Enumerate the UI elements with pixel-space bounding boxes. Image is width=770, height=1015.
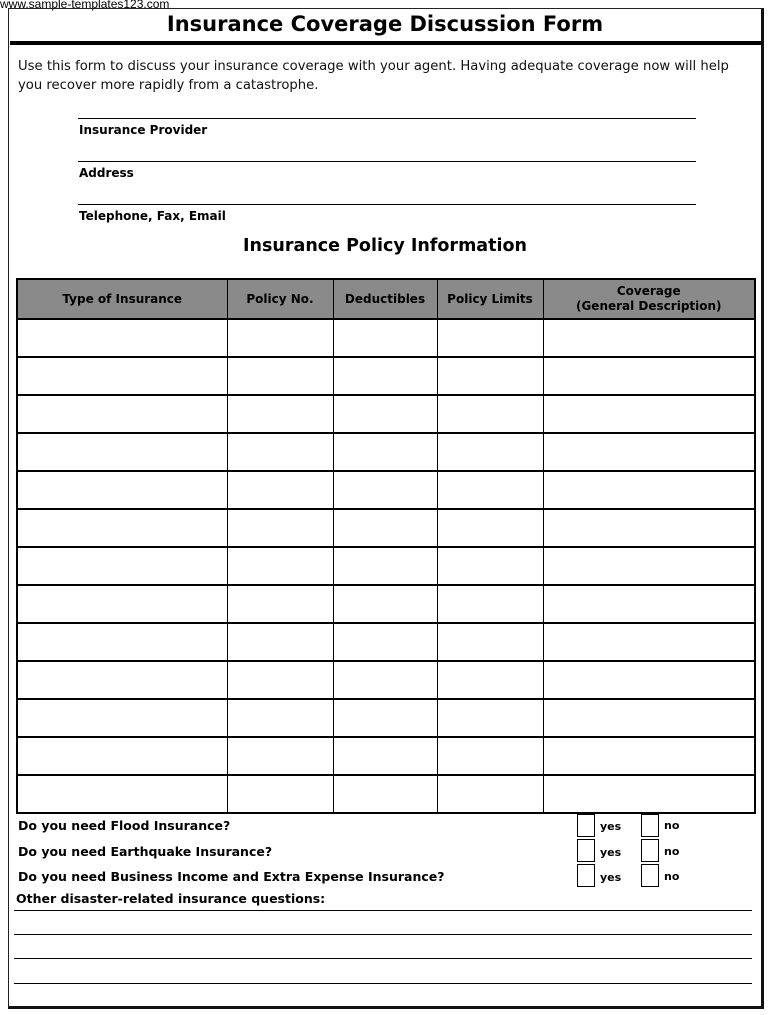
coverage-cell[interactable]	[543, 509, 755, 547]
type-cell[interactable]	[17, 471, 227, 509]
coverage-cell[interactable]	[543, 661, 755, 699]
policy-no-cell[interactable]	[227, 699, 333, 737]
deductibles-cell[interactable]	[333, 661, 437, 699]
intro-text: Use this form to discuss your insurance coverage with your agent. Having adequate coverage now will help you recover more rapidly from a catastrophe.	[18, 59, 729, 93]
earthquake-yes-checkbox[interactable]	[577, 839, 595, 862]
flood-no-label: no	[664, 819, 680, 832]
business-no-label: no	[664, 870, 680, 883]
earthquake-no-checkbox[interactable]	[641, 839, 659, 862]
policy-no-cell[interactable]	[227, 585, 333, 623]
policy-no-cell[interactable]	[227, 737, 333, 775]
coverage-cell[interactable]	[543, 471, 755, 509]
type-cell[interactable]	[17, 395, 227, 433]
type-cell[interactable]	[17, 357, 227, 395]
business-yes-label: yes	[600, 871, 622, 884]
limits-cell[interactable]	[437, 509, 543, 547]
answer-line[interactable]	[14, 934, 752, 935]
type-cell[interactable]	[17, 661, 227, 699]
business-yes-checkbox[interactable]	[577, 864, 595, 887]
coverage-cell[interactable]	[543, 547, 755, 585]
contact-label: Telephone, Fax, Email	[79, 209, 226, 223]
deductibles-cell[interactable]	[333, 699, 437, 737]
policy-no-cell[interactable]	[227, 433, 333, 471]
other-questions-label: Other disaster-related insurance questions:	[16, 891, 326, 906]
table-row	[17, 699, 755, 737]
watermark-url: www.sample-templates123.com	[0, 0, 170, 11]
policy-table	[16, 278, 756, 814]
limits-cell[interactable]	[437, 319, 543, 357]
deductibles-cell[interactable]	[333, 623, 437, 661]
limits-cell[interactable]	[437, 357, 543, 395]
flood-question: Do you need Flood Insurance?	[18, 818, 231, 833]
table-row	[17, 585, 755, 623]
table-row	[17, 775, 755, 813]
table-row	[17, 319, 755, 357]
coverage-cell[interactable]	[543, 699, 755, 737]
type-cell[interactable]	[17, 509, 227, 547]
coverage-cell[interactable]	[543, 775, 755, 813]
limits-cell[interactable]	[437, 775, 543, 813]
header-policy-limits: Policy Limits	[437, 279, 543, 319]
policy-no-cell[interactable]	[227, 395, 333, 433]
address-label: Address	[79, 166, 134, 180]
policy-no-cell[interactable]	[227, 623, 333, 661]
policy-no-cell[interactable]	[227, 661, 333, 699]
deductibles-cell[interactable]	[333, 585, 437, 623]
business-income-question: Do you need Business Income and Extra Expense Insurance?	[18, 869, 445, 884]
coverage-cell[interactable]	[543, 585, 755, 623]
deductibles-cell[interactable]	[333, 737, 437, 775]
answer-line[interactable]	[14, 910, 752, 911]
table-row	[17, 623, 755, 661]
deductibles-cell[interactable]	[333, 547, 437, 585]
coverage-cell[interactable]	[543, 357, 755, 395]
business-no-checkbox[interactable]	[641, 864, 659, 887]
table-row	[17, 737, 755, 775]
limits-cell[interactable]	[437, 547, 543, 585]
type-cell[interactable]	[17, 699, 227, 737]
type-cell[interactable]	[17, 737, 227, 775]
limits-cell[interactable]	[437, 699, 543, 737]
type-cell[interactable]	[17, 585, 227, 623]
header-deductibles: Deductibles	[333, 279, 437, 319]
limits-cell[interactable]	[437, 585, 543, 623]
coverage-cell[interactable]	[543, 737, 755, 775]
table-row	[17, 357, 755, 395]
deductibles-cell[interactable]	[333, 319, 437, 357]
header-policy-no: Policy No.	[227, 279, 333, 319]
table-row	[17, 433, 755, 471]
policy-table-body	[17, 319, 755, 813]
address-input-line[interactable]	[78, 161, 696, 162]
answer-line[interactable]	[14, 958, 752, 959]
deductibles-cell[interactable]	[333, 471, 437, 509]
contact-input-line[interactable]	[78, 204, 696, 205]
header-type-of-insurance: Type of Insurance	[17, 279, 227, 319]
policy-no-cell[interactable]	[227, 775, 333, 813]
type-cell[interactable]	[17, 775, 227, 813]
coverage-cell[interactable]	[543, 433, 755, 471]
policy-no-cell[interactable]	[227, 357, 333, 395]
policy-no-cell[interactable]	[227, 471, 333, 509]
header-coverage-line2: (General Description)	[575, 299, 722, 313]
coverage-cell[interactable]	[543, 623, 755, 661]
limits-cell[interactable]	[437, 395, 543, 433]
deductibles-cell[interactable]	[333, 395, 437, 433]
table-row	[17, 395, 755, 433]
deductibles-cell[interactable]	[333, 509, 437, 547]
deductibles-cell[interactable]	[333, 775, 437, 813]
coverage-cell[interactable]	[543, 319, 755, 357]
type-cell[interactable]	[17, 547, 227, 585]
earthquake-yes-label: yes	[600, 846, 622, 859]
flood-no-checkbox[interactable]	[641, 814, 659, 837]
limits-cell[interactable]	[437, 433, 543, 471]
header-coverage-line1: Coverage	[616, 284, 681, 298]
type-cell[interactable]	[17, 319, 227, 357]
page-title: Insurance Coverage Discussion Form	[166, 12, 604, 36]
earthquake-no-label: no	[664, 845, 680, 858]
coverage-cell[interactable]	[543, 395, 755, 433]
section-title: Insurance Policy Information	[243, 236, 527, 256]
policy-no-cell[interactable]	[227, 547, 333, 585]
limits-cell[interactable]	[437, 471, 543, 509]
provider-label: Insurance Provider	[79, 123, 208, 137]
policy-no-cell[interactable]	[227, 509, 333, 547]
type-cell[interactable]	[17, 433, 227, 471]
answer-line[interactable]	[14, 983, 752, 984]
flood-yes-label: yes	[600, 820, 622, 833]
earthquake-question: Do you need Earthquake Insurance?	[18, 844, 273, 859]
title-divider	[10, 41, 762, 45]
deductibles-cell[interactable]	[333, 357, 437, 395]
deductibles-cell[interactable]	[333, 433, 437, 471]
limits-cell[interactable]	[437, 737, 543, 775]
table-row	[17, 509, 755, 547]
table-row	[17, 471, 755, 509]
flood-yes-checkbox[interactable]	[577, 814, 595, 837]
policy-no-cell[interactable]	[227, 319, 333, 357]
limits-cell[interactable]	[437, 661, 543, 699]
header-coverage	[543, 279, 755, 319]
table-row	[17, 661, 755, 699]
table-row	[17, 547, 755, 585]
provider-input-line[interactable]	[78, 118, 696, 119]
type-cell[interactable]	[17, 623, 227, 661]
limits-cell[interactable]	[437, 623, 543, 661]
